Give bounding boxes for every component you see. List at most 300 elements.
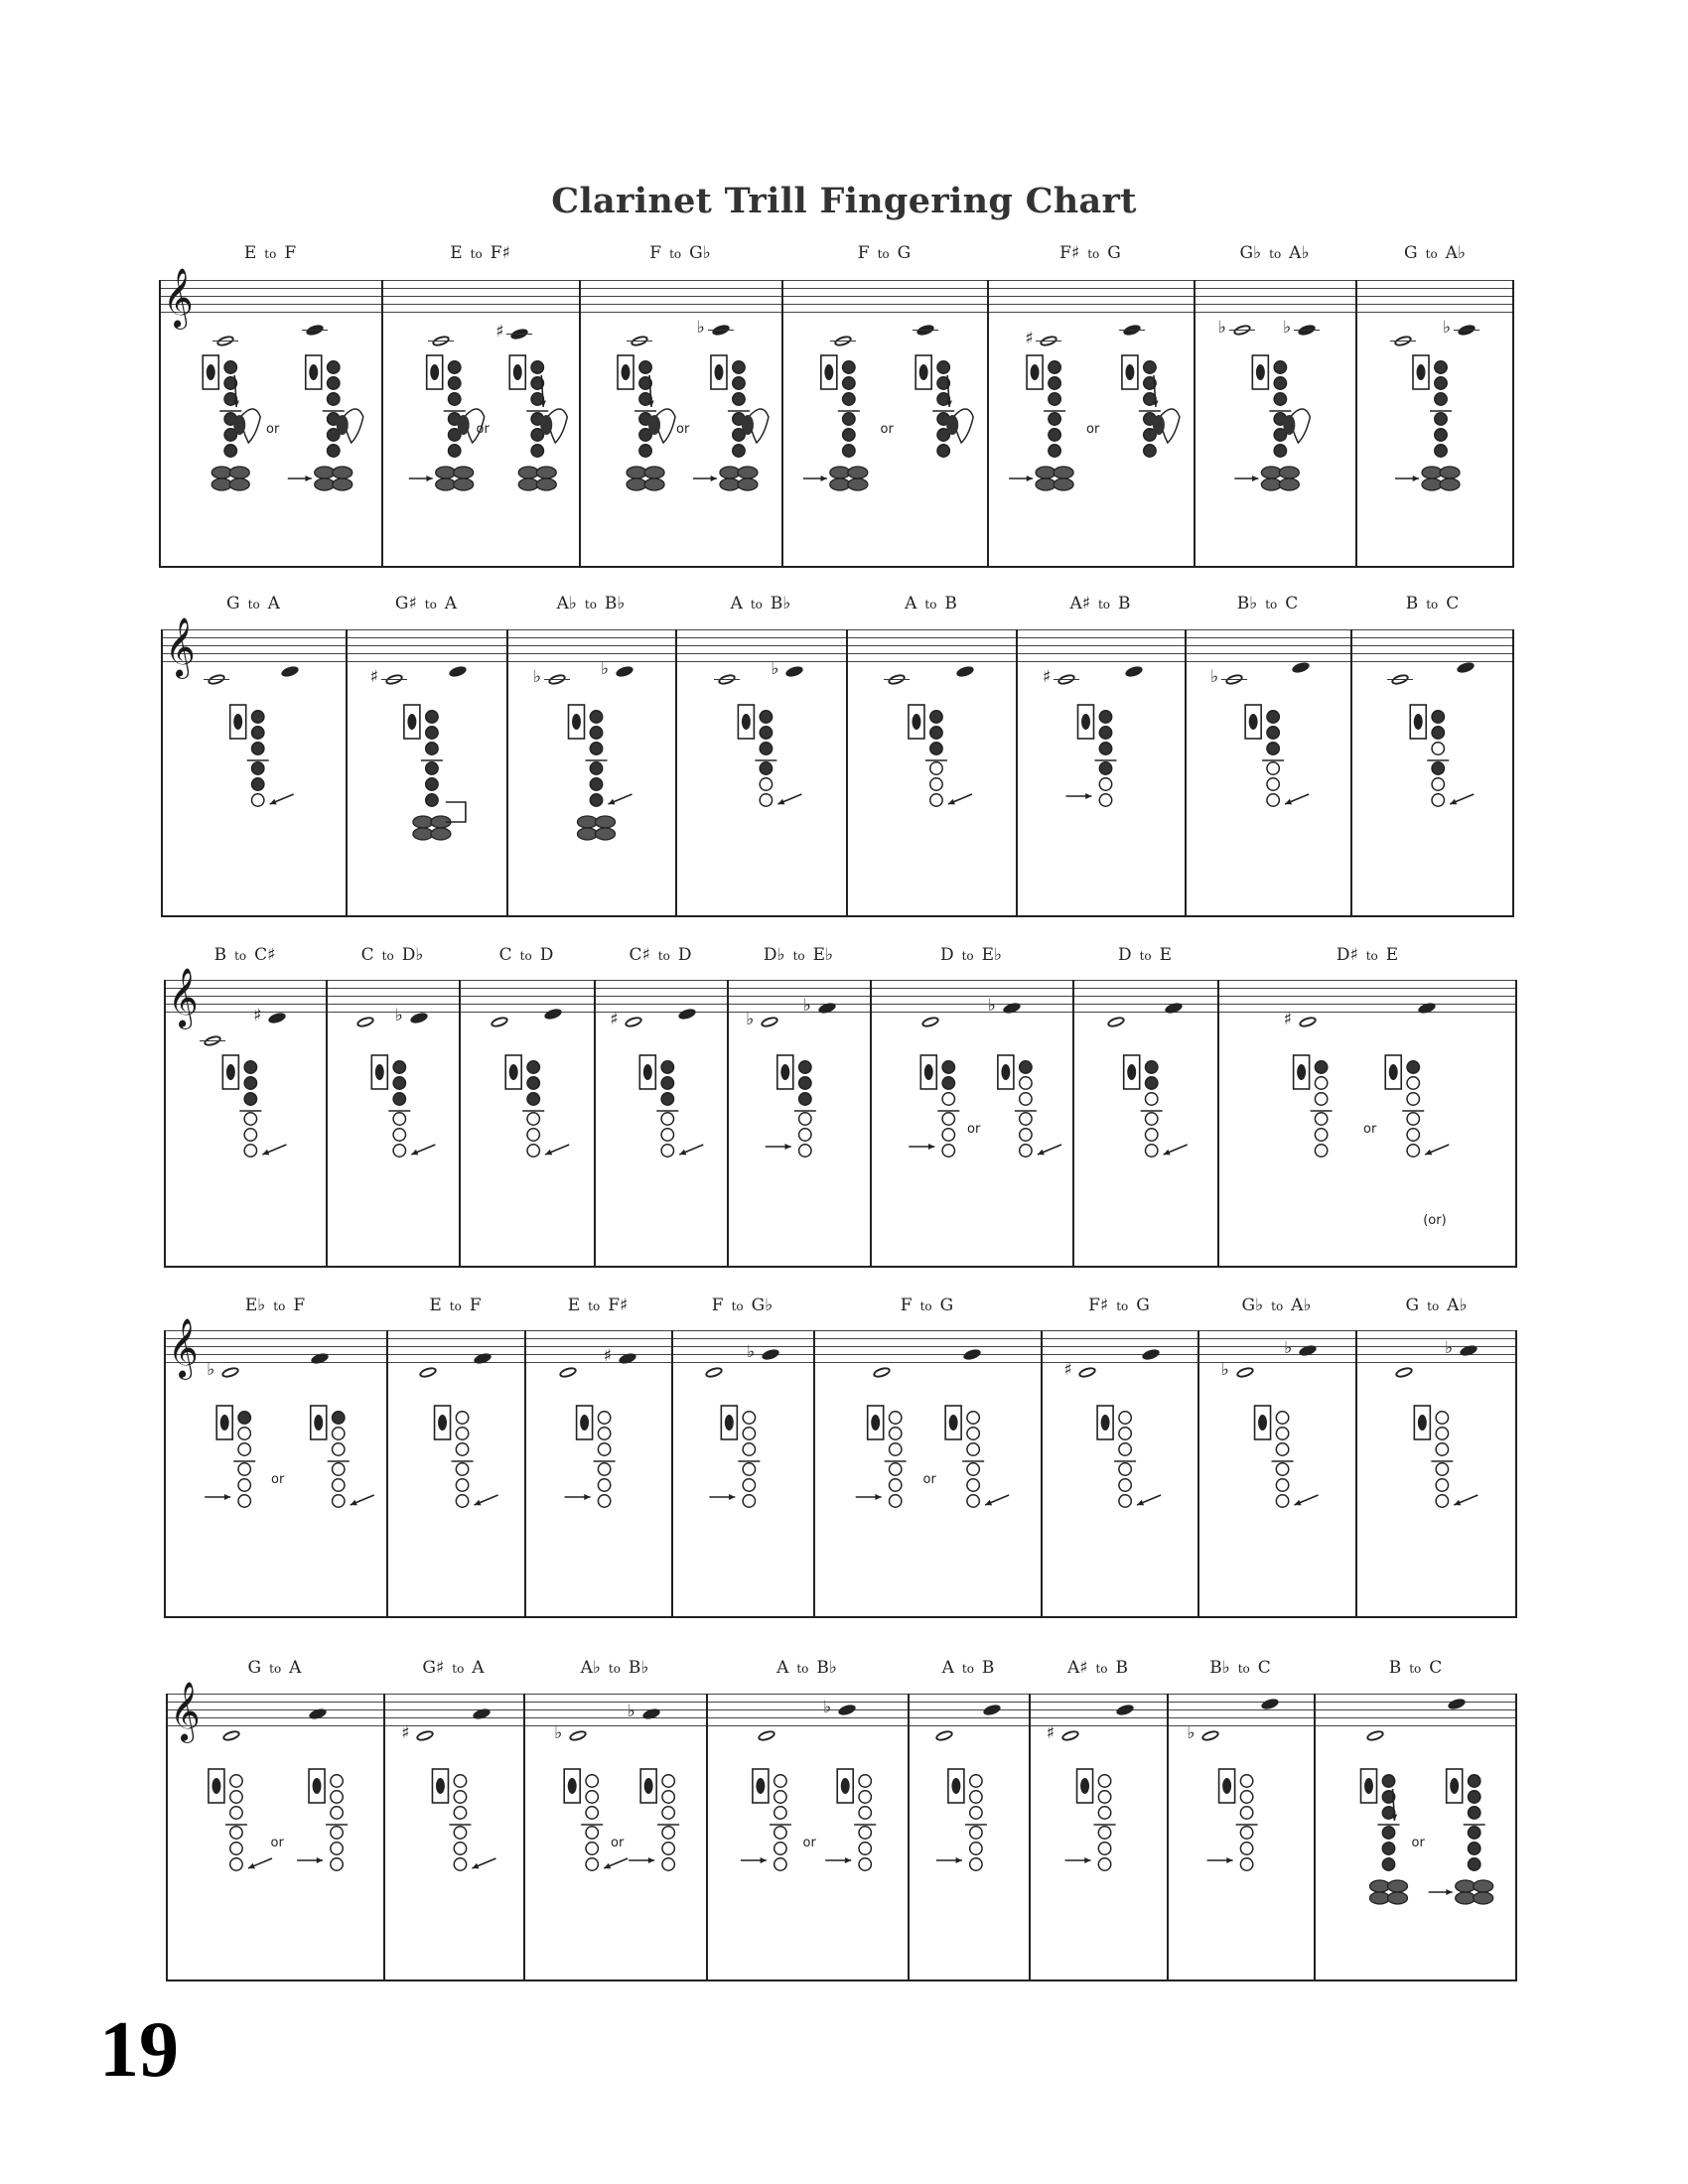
clarinet-fingering-diagram-icon [326, 1049, 459, 1268]
trill-label [568, 1296, 629, 1315]
flat-icon: ♭ [207, 1360, 215, 1380]
trill-to-word: to [1425, 247, 1438, 261]
fingering-diagram [998, 1055, 1061, 1157]
flat-icon: ♭ [1210, 667, 1219, 687]
treble-clef-icon: 𝄞 [168, 1318, 199, 1378]
treble-clef-icon: 𝄞 [170, 1682, 201, 1741]
fingering-diagram [409, 355, 485, 490]
trill-label [1237, 594, 1299, 614]
trill-to-word: to [1237, 1662, 1250, 1676]
ledger-line [884, 679, 910, 680]
clarinet-fingering-diagram-icon [381, 349, 579, 568]
trill-from-note: F [900, 1296, 913, 1315]
trill-from-note: E [450, 243, 463, 263]
trill-label [1067, 1658, 1128, 1678]
fingering-diagram [909, 705, 972, 806]
trill-to-word: to [1426, 598, 1439, 612]
clarinet-fingering-diagram-icon [1016, 699, 1185, 917]
trill-to-note: C [1257, 1658, 1271, 1678]
ledger-line [714, 679, 740, 680]
flat-icon: ♭ [747, 1342, 756, 1362]
trill-label [1059, 243, 1121, 263]
clarinet-fingering-diagram-icon [675, 699, 846, 917]
trill-label [214, 945, 276, 965]
trill-label [581, 1658, 649, 1678]
flat-icon: ♭ [1187, 1723, 1196, 1743]
fingering-diagram [1009, 355, 1073, 490]
trill-to-word: to [264, 247, 277, 261]
trill-from-note: A [730, 594, 743, 614]
sharp-icon: ♯ [253, 1006, 262, 1025]
sharp-icon: ♯ [603, 1346, 612, 1366]
trill-to-note: F♯ [608, 1296, 629, 1315]
trill-label [1118, 945, 1172, 965]
clarinet-fingering-diagram-icon [524, 1400, 671, 1618]
trill-to-note: C [1285, 594, 1299, 614]
clarinet-fingering-diagram-icon [813, 1400, 1041, 1618]
or-label: or [1086, 422, 1100, 437]
or-label: or [676, 422, 690, 437]
trill-to-note: A♭ [1445, 243, 1466, 263]
fingering-diagram [1294, 1055, 1333, 1157]
trill-to-word: to [1087, 247, 1100, 261]
ledger-line [1119, 330, 1145, 331]
trill-to-word: to [449, 1299, 462, 1313]
trill-from-note: F [649, 243, 662, 263]
trill-from-note: B [1405, 594, 1419, 614]
trill-label [731, 594, 791, 614]
ledger-line [506, 334, 532, 335]
trill-to-word: to [584, 598, 597, 612]
or-label: or [967, 1122, 981, 1137]
trill-from-note: A [905, 594, 917, 614]
trill-to-word: to [1097, 598, 1111, 612]
or-paren-label: (or) [1423, 1213, 1447, 1228]
ledger-line [1221, 679, 1247, 680]
trill-label [557, 594, 626, 614]
ledger-line [302, 330, 328, 331]
trill-to-note: G♭ [689, 243, 711, 263]
trill-label [940, 945, 1002, 965]
sharp-icon: ♯ [1283, 1010, 1292, 1029]
flat-icon: ♭ [696, 318, 705, 338]
trill-label [942, 1658, 995, 1678]
trill-label [1209, 1658, 1271, 1678]
trill-from-note: B♭ [1236, 594, 1258, 614]
trill-to-note: B [1115, 1658, 1129, 1678]
trill-label [901, 1296, 953, 1315]
ledger-line [1454, 330, 1479, 331]
trill-from-note: G♯ [422, 1658, 445, 1678]
fingering-diagram [205, 1406, 255, 1507]
clarinet-fingering-diagram-icon [1314, 1763, 1517, 1981]
trill-to-word: to [750, 598, 763, 612]
trill-label [422, 1658, 484, 1678]
trill-to-note: E [1385, 945, 1399, 965]
trill-label [1088, 1296, 1150, 1315]
trill-to-word: to [424, 598, 437, 612]
or-label: or [1411, 1836, 1425, 1850]
trill-from-note: D♭ [763, 945, 785, 965]
fingering-diagram [709, 1406, 760, 1507]
trill-to-note: A♭ [1291, 1296, 1312, 1315]
trill-to-word: to [1265, 598, 1278, 612]
trill-to-word: to [1365, 949, 1378, 963]
trill-to-word: to [1269, 247, 1282, 261]
flat-icon: ♭ [1220, 1360, 1229, 1380]
trill-to-note: E [1159, 945, 1173, 965]
fingering-diagram [311, 1406, 374, 1507]
fingering-diagram [825, 1769, 876, 1870]
trill-from-note: A♭ [580, 1658, 601, 1678]
flat-icon: ♭ [802, 996, 811, 1016]
sharp-icon: ♯ [1025, 329, 1034, 348]
clarinet-fingering-diagram-icon [166, 1763, 383, 1981]
trill-to-word: to [657, 949, 670, 963]
fingering-diagram [1361, 1769, 1408, 1904]
or-label: or [880, 422, 894, 437]
trill-from-note: A [776, 1658, 789, 1678]
trill-from-note: G♯ [394, 594, 417, 614]
fingering-diagram [371, 1055, 435, 1157]
trill-label [245, 1296, 305, 1315]
clarinet-fingering-diagram-icon [1194, 349, 1355, 568]
or-label: or [611, 1836, 625, 1850]
trill-label [1404, 243, 1466, 263]
trill-to-note: F♯ [490, 243, 510, 263]
fingering-diagram [909, 1055, 959, 1157]
trill-from-note: F♯ [1088, 1296, 1109, 1315]
fingering-diagram [509, 355, 567, 490]
clarinet-fingering-diagram-icon [1185, 699, 1350, 917]
fingering-diagram [803, 355, 868, 490]
trill-from-note: E [243, 243, 257, 263]
trill-label [858, 243, 911, 263]
clarinet-fingering-diagram-icon [579, 349, 781, 568]
trill-to-word: to [608, 1662, 621, 1676]
clarinet-fingering-diagram-icon [1029, 1763, 1167, 1981]
flat-icon: ♭ [1217, 318, 1226, 338]
trill-to-word: to [877, 247, 890, 261]
fingering-diagram [1414, 1406, 1477, 1507]
trill-to-word: to [796, 1662, 809, 1676]
clarinet-fingering-diagram-icon [706, 1763, 908, 1981]
trill-to-note: B [981, 1658, 995, 1678]
flat-icon: ♭ [771, 659, 779, 679]
trill-to-note: A♭ [1289, 243, 1310, 263]
sharp-icon: ♯ [1046, 1723, 1055, 1743]
trill-label [1389, 1658, 1443, 1678]
fingering-diagram [856, 1406, 907, 1507]
fingering-diagram [1066, 705, 1117, 806]
trill-from-note: F♯ [1059, 243, 1080, 263]
clarinet-fingering-diagram-icon [1072, 1049, 1217, 1268]
flat-icon: ♭ [1443, 318, 1452, 338]
trill-label [649, 243, 710, 263]
fingering-diagram [639, 1055, 703, 1157]
fingering-diagram [1395, 355, 1460, 490]
trill-to-note: B [1118, 594, 1131, 614]
trill-from-note: F [711, 1296, 724, 1315]
clarinet-fingering-diagram-icon [346, 699, 506, 917]
clarinet-fingering-diagram-icon [1355, 1400, 1517, 1618]
trill-to-word: to [588, 1299, 601, 1313]
trill-to-note: A [444, 594, 458, 614]
sharp-icon: ♯ [610, 1010, 619, 1029]
fingering-diagram [565, 1406, 616, 1507]
trill-to-note: A [267, 594, 280, 614]
clarinet-fingering-diagram-icon [386, 1400, 524, 1618]
or-label: or [266, 422, 280, 437]
or-label: or [922, 1472, 936, 1487]
flat-icon: ♭ [533, 667, 542, 687]
fingering-diagram [738, 705, 801, 806]
trill-from-note: B [213, 945, 227, 965]
trill-to-word: to [452, 1662, 465, 1676]
fingering-diagram [1124, 1055, 1188, 1157]
trill-to-word: to [381, 949, 394, 963]
trill-label [499, 945, 554, 965]
trill-from-note: G [247, 1658, 262, 1678]
clarinet-fingering-diagram-icon [161, 699, 346, 917]
clarinet-fingering-diagram-icon [506, 699, 675, 917]
trill-from-note: D [939, 945, 954, 965]
trill-from-note: G♭ [1241, 1296, 1264, 1315]
clarinet-fingering-diagram-icon [1350, 699, 1514, 917]
fingering-diagram [1255, 1406, 1319, 1507]
trill-to-note: B♭ [816, 1658, 837, 1678]
fingering-diagram [945, 1406, 1009, 1507]
sharp-icon: ♯ [1063, 1360, 1072, 1380]
clarinet-fingering-diagram-icon [1197, 1400, 1355, 1618]
clarinet-fingering-diagram-icon [1167, 1763, 1314, 1981]
treble-clef-icon: 𝄞 [165, 617, 196, 677]
ledger-line [1229, 330, 1255, 331]
fingering-diagram [222, 1055, 286, 1157]
trill-to-word: to [792, 949, 805, 963]
or-label: or [271, 1472, 285, 1487]
clarinet-fingering-diagram-icon [159, 349, 381, 568]
treble-clef-icon: 𝄞 [168, 968, 199, 1027]
fingering-diagram [569, 705, 633, 840]
ledger-line [204, 679, 229, 680]
fingering-diagram [505, 1055, 569, 1157]
flat-icon: ♭ [1445, 1338, 1454, 1358]
clarinet-fingering-diagram-icon [987, 349, 1194, 568]
trill-label [905, 594, 957, 614]
trill-from-note: G [1404, 243, 1418, 263]
trill-from-note: C [498, 945, 512, 965]
trill-label [1406, 1296, 1468, 1315]
trill-to-note: E♭ [981, 945, 1003, 965]
flat-icon: ♭ [1284, 1338, 1293, 1358]
flat-icon: ♭ [823, 1698, 832, 1717]
trill-to-note: G [1107, 243, 1121, 263]
fingering-diagram [230, 705, 294, 806]
trill-label [764, 945, 833, 965]
trill-to-note: A♭ [1447, 1296, 1468, 1315]
sharp-icon: ♯ [369, 667, 378, 687]
ledger-line [1294, 330, 1320, 331]
trill-to-word: to [1409, 1662, 1422, 1676]
clarinet-fingering-diagram-icon [1217, 1049, 1517, 1268]
trill-from-note: A♯ [1069, 594, 1090, 614]
clarinet-fingering-diagram-icon [727, 1049, 870, 1268]
trill-to-word: to [1139, 949, 1152, 963]
ledger-line [913, 330, 938, 331]
clarinet-fingering-diagram-icon [781, 349, 987, 568]
trill-from-note: E [429, 1296, 442, 1315]
trill-label [248, 1658, 302, 1678]
trill-to-word: to [519, 949, 532, 963]
sharp-icon: ♯ [1043, 667, 1052, 687]
trill-to-word: to [961, 949, 974, 963]
clarinet-fingering-diagram-icon [1355, 349, 1514, 568]
page-title: Clarinet Trill Fingering Chart [551, 181, 1137, 221]
fingering-diagram [936, 1769, 987, 1870]
trill-from-note: D [1117, 945, 1132, 965]
trill-to-note: F [469, 1296, 482, 1315]
trill-to-word: to [669, 247, 682, 261]
trill-label [1406, 594, 1460, 614]
trill-from-note: A♭ [556, 594, 577, 614]
ledger-line [544, 679, 570, 680]
flat-icon: ♭ [394, 1006, 403, 1025]
trill-from-note: C [360, 945, 374, 965]
or-label: or [1363, 1122, 1377, 1137]
trill-from-note: G [1405, 1296, 1420, 1315]
trill-label [1336, 945, 1398, 965]
trill-label [1240, 243, 1310, 263]
ledger-line [1054, 679, 1079, 680]
clarinet-fingering-diagram-icon [1041, 1400, 1197, 1618]
fingering-diagram [1065, 1769, 1116, 1870]
fingering-diagram [1410, 705, 1474, 806]
trill-label [226, 594, 280, 614]
clarinet-fingering-diagram-icon [383, 1763, 523, 1981]
flat-icon: ♭ [601, 659, 610, 679]
clarinet-fingering-diagram-icon [671, 1400, 813, 1618]
trill-to-word: to [924, 598, 937, 612]
trill-to-word: to [919, 1299, 932, 1313]
trill-from-note: F [857, 243, 870, 263]
ledger-line [708, 330, 734, 331]
trill-to-note: D♭ [401, 945, 424, 965]
fingering-diagram [741, 1769, 791, 1870]
trill-label [712, 1296, 773, 1315]
flat-icon: ♭ [1283, 318, 1292, 338]
trill-to-note: D [677, 945, 692, 965]
trill-to-note: B [944, 594, 957, 614]
trill-to-word: to [269, 1662, 282, 1676]
fingering-diagram [1385, 1055, 1449, 1157]
trill-to-note: E♭ [812, 945, 834, 965]
trill-label [429, 1296, 481, 1315]
trill-to-word: to [1116, 1299, 1129, 1313]
clarinet-fingering-diagram-icon [846, 699, 1016, 917]
trill-to-note: B♭ [604, 594, 626, 614]
clarinet-fingering-diagram-icon [870, 1049, 1072, 1268]
flat-icon: ♭ [987, 996, 996, 1016]
flat-icon: ♭ [746, 1010, 755, 1029]
trill-label [361, 945, 424, 965]
fingering-diagram [1245, 705, 1309, 806]
clarinet-fingering-diagram-icon [908, 1763, 1029, 1981]
clarinet-fingering-diagram-icon [164, 1400, 386, 1618]
clarinet-fingering-diagram-icon [164, 1049, 326, 1268]
trill-to-note: D [539, 945, 554, 965]
treble-clef-icon: 𝄞 [163, 268, 194, 328]
fingering-diagram [432, 1769, 495, 1870]
trill-to-note: G [1136, 1296, 1150, 1315]
sharp-icon: ♯ [401, 1723, 410, 1743]
trill-from-note: B [1388, 1658, 1402, 1678]
fingering-diagram [693, 355, 769, 490]
trill-from-note: A [941, 1658, 954, 1678]
fingering-diagram [435, 1406, 498, 1507]
trill-from-note: E♭ [244, 1296, 266, 1315]
trill-to-word: to [273, 1299, 286, 1313]
trill-to-note: C [1446, 594, 1460, 614]
ledger-line [1387, 679, 1413, 680]
trill-to-note: C [1429, 1658, 1443, 1678]
ledger-line [381, 679, 407, 680]
trill-from-note: B♭ [1209, 1658, 1230, 1678]
trill-to-word: to [1427, 1299, 1440, 1313]
fingering-diagram [766, 1055, 816, 1157]
trill-to-note: A [472, 1658, 485, 1678]
trill-to-word: to [961, 1662, 974, 1676]
fingering-diagram [618, 355, 675, 490]
trill-to-word: to [470, 247, 483, 261]
trill-from-note: D♯ [1336, 945, 1358, 965]
trill-to-note: B♭ [770, 594, 791, 614]
flat-icon: ♭ [554, 1723, 563, 1743]
fingering-diagram [1234, 355, 1310, 490]
fingering-diagram [1207, 1769, 1258, 1870]
fingering-diagram [915, 355, 973, 457]
trill-to-note: A [289, 1658, 302, 1678]
fingering-diagram [288, 355, 363, 490]
trill-to-word: to [234, 949, 247, 963]
trill-from-note: A♯ [1066, 1658, 1088, 1678]
trill-label [244, 243, 296, 263]
fingering-diagram [1429, 1769, 1493, 1904]
trill-to-word: to [1271, 1299, 1284, 1313]
fingering-diagram [1097, 1406, 1161, 1507]
trill-to-note: F [293, 1296, 306, 1315]
sharp-icon: ♯ [495, 322, 504, 341]
trill-label [1242, 1296, 1312, 1315]
fingering-diagram [564, 1769, 628, 1870]
clarinet-fingering-diagram-icon [523, 1763, 706, 1981]
trill-to-note: G [939, 1296, 954, 1315]
trill-label [630, 945, 692, 965]
trill-label [776, 1658, 837, 1678]
fingering-diagram [297, 1769, 348, 1870]
or-label: or [476, 422, 490, 437]
trill-to-word: to [1095, 1662, 1108, 1676]
fingering-diagram [209, 1769, 272, 1870]
flat-icon: ♭ [627, 1702, 635, 1721]
trill-label [395, 594, 457, 614]
trill-to-note: G♭ [751, 1296, 774, 1315]
trill-from-note: G♭ [1239, 243, 1262, 263]
trill-to-note: G [897, 243, 912, 263]
trill-to-word: to [731, 1299, 744, 1313]
page-number: 19 [99, 2006, 179, 2094]
trill-to-note: B♭ [628, 1658, 649, 1678]
